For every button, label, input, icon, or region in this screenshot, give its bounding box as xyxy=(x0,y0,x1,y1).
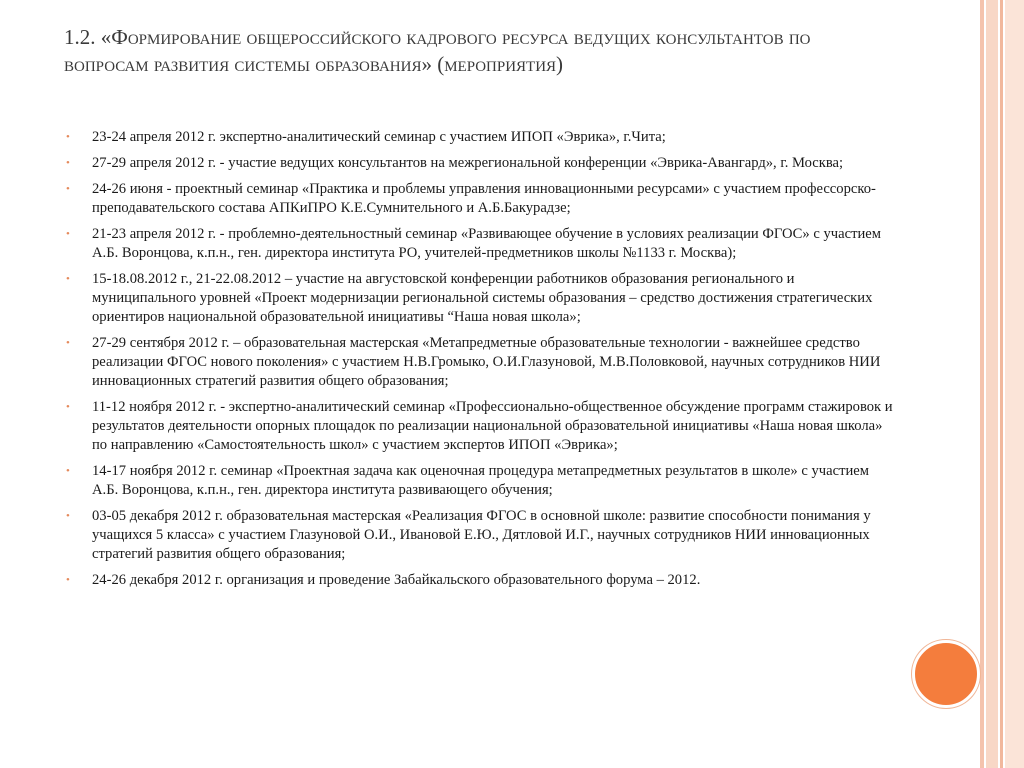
list-item-text: 21-23 апреля 2012 г. - проблемно-деятельностный семинар «Развивающее обучение в условиях реализации ФГОС» с участием А.Б. Воронцова, к.п.н., ген. директора института РО, учителей-предметников школы №1133 г. Москва); xyxy=(92,226,881,261)
event-list xyxy=(66,128,896,597)
list-item-text: 27-29 сентября 2012 г. – образовательная мастерская «Метапредметные образовательные технологии - важнейшее средство реализации ФГОС нового поколения» с участием Н.В.Громыко, О.И.Глазуновой, М.В.Половковой, научных сотрудников НИИ инновационных стратегий развития общего образования; xyxy=(92,335,881,389)
list-item xyxy=(66,507,896,564)
stripe xyxy=(986,0,998,768)
list-item-text: 24-26 июня - проектный семинар «Практика и проблемы управления инновационными ресурсами» с участием профессорско-преподавательского состава АПКиПРО К.Е.Сумнительного и А.Б.Бакурадзе; xyxy=(92,181,876,216)
bullet-icon: • xyxy=(66,273,70,285)
list-item-text: 03-05 декабря 2012 г. образовательная мастерская «Реализация ФГОС в основной школе: развитие способности понимания у учащихся 5 класса» с участием Глазуновой О.И., Ивановой Е.Ю., Дятловой И.Г., научных сотрудников НИИ инновационных стратегий развития общего образования; xyxy=(92,508,871,562)
bullet-icon: • xyxy=(66,183,70,195)
stripe xyxy=(1005,0,1024,768)
bullet-icon: • xyxy=(66,574,70,586)
list-item-text: 24-26 декабря 2012 г. организация и проведение Забайкальского образовательного форума – 2012. xyxy=(92,572,701,588)
list-item xyxy=(66,571,896,590)
list-item-text: 15-18.08.2012 г., 21-22.08.2012 – участие на августовской конференции работников образования регионального и муниципального уровней «Проект модернизации региональной системы образования – средство достижения стратегических ориентиров национальной образовательной инициативы “Наша новая школа»; xyxy=(92,271,873,325)
list-item xyxy=(66,225,896,263)
bullet-icon: • xyxy=(66,337,70,349)
bullet-icon: • xyxy=(66,228,70,240)
list-item xyxy=(66,334,896,391)
list-item xyxy=(66,398,896,455)
list-item-text: 14-17 ноября 2012 г. семинар «Проектная задача как оценочная процедура метапредметных результатов в школе» с участием А.Б. Воронцова, к.п.н., ген. директора института развивающего обучения; xyxy=(92,463,869,498)
bullet-icon: • xyxy=(66,510,70,522)
bullet-icon: • xyxy=(66,401,70,413)
list-item xyxy=(66,128,896,147)
list-item xyxy=(66,270,896,327)
stripe xyxy=(1000,0,1003,768)
decorative-side-stripes xyxy=(980,0,1024,768)
bullet-icon: • xyxy=(66,157,70,169)
list-item xyxy=(66,462,896,500)
bullet-icon: • xyxy=(66,465,70,477)
stripe xyxy=(980,0,984,768)
list-item xyxy=(66,154,896,173)
decorative-circle xyxy=(912,640,980,708)
list-item-text: 23-24 апреля 2012 г. экспертно-аналитический семинар с участием ИПОП «Эврика», г.Чита; xyxy=(92,129,666,145)
list-item-text: 27-29 апреля 2012 г. - участие ведущих консультантов на межрегиональной конференции «Эврика-Авангард», г. Москва; xyxy=(92,155,844,171)
slide-title: 1.2. «Формирование общероссийского кадрового ресурса ведущих консультантов по вопросам развития системы образования» (мероприятия) xyxy=(64,25,811,76)
bullet-icon: • xyxy=(66,131,70,143)
list-item-text: 11-12 ноября 2012 г. - экспертно-аналитический семинар «Профессионально-общественное обсуждение программ стажировок и результатов деятельности опорных площадок по реализации национальной образовательной инициативы «Наша новая школа» по направлению «Самостоятельность школ» с участием экспертов ИПОП «Эврика»; xyxy=(92,399,893,453)
list-item xyxy=(66,180,896,218)
